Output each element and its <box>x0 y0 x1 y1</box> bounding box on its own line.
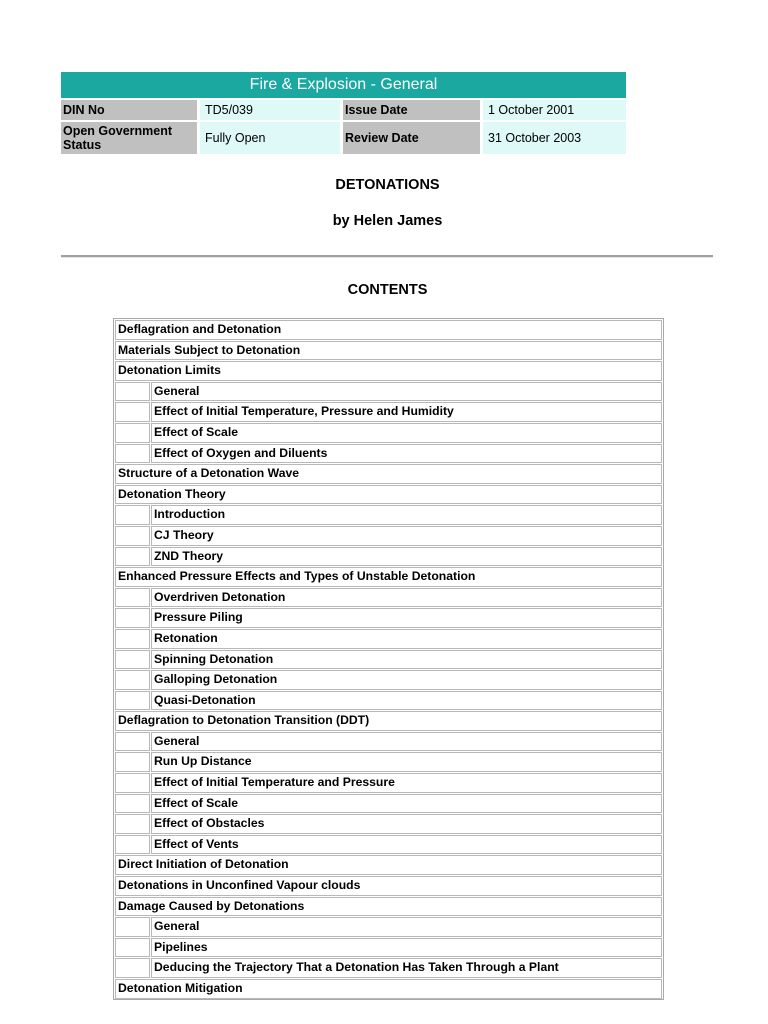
status-label: Open Government Status <box>61 122 197 154</box>
toc-row <box>115 711 662 731</box>
toc-row <box>115 691 662 711</box>
toc-indent-cell <box>115 547 150 567</box>
toc-row <box>115 341 662 361</box>
toc-indent-cell <box>115 629 150 649</box>
toc-indent-cell <box>115 732 150 752</box>
toc-indent-cell <box>115 958 150 978</box>
toc-row <box>115 650 662 670</box>
toc-row <box>115 402 662 422</box>
toc-subsection-link[interactable]: Effect of Obstacles <box>151 814 662 834</box>
toc-row <box>115 917 662 937</box>
horizontal-divider <box>61 255 713 258</box>
document-info-table <box>61 72 626 154</box>
toc-section-link[interactable]: Deflagration and Detonation <box>115 320 662 340</box>
toc-section-link[interactable]: Materials Subject to Detonation <box>115 341 662 361</box>
toc-row <box>115 361 662 381</box>
toc-indent-cell <box>115 650 150 670</box>
toc-indent-cell <box>115 608 150 628</box>
toc-row <box>115 526 662 546</box>
toc-indent-cell <box>115 794 150 814</box>
toc-subsection-link[interactable]: ZND Theory <box>151 547 662 567</box>
toc-row <box>115 629 662 649</box>
toc-row <box>115 958 662 978</box>
toc-subsection-link[interactable]: Retonation <box>151 629 662 649</box>
toc-row <box>115 485 662 505</box>
toc-subsection-link[interactable]: Run Up Distance <box>151 752 662 772</box>
toc-indent-cell <box>115 752 150 772</box>
document-title: DETONATIONS <box>335 177 440 193</box>
toc-row <box>115 505 662 525</box>
toc-subsection-link[interactable]: Overdriven Detonation <box>151 588 662 608</box>
toc-row <box>115 979 662 999</box>
toc-subsection-link[interactable]: Deducing the Trajectory That a Detonation Has Taken Through a Plant <box>151 958 662 978</box>
toc-subsection-link[interactable]: General <box>151 382 662 402</box>
toc-subsection-link[interactable]: Effect of Scale <box>151 794 662 814</box>
toc-row <box>115 670 662 690</box>
toc-row <box>115 567 662 587</box>
toc-subsection-link[interactable]: General <box>151 917 662 937</box>
toc-subsection-link[interactable]: Pipelines <box>151 938 662 958</box>
toc-row <box>115 938 662 958</box>
contents-table <box>113 318 664 1000</box>
toc-row <box>115 752 662 772</box>
issue-date-value: 1 October 2001 <box>483 100 626 120</box>
toc-row <box>115 588 662 608</box>
toc-subsection-link[interactable]: General <box>151 732 662 752</box>
toc-row <box>115 773 662 793</box>
contents-heading: CONTENTS <box>347 282 428 298</box>
toc-row <box>115 444 662 464</box>
toc-row <box>115 547 662 567</box>
toc-row <box>115 382 662 402</box>
toc-indent-cell <box>115 588 150 608</box>
toc-row <box>115 608 662 628</box>
toc-row <box>115 855 662 875</box>
toc-row <box>115 897 662 917</box>
toc-row <box>115 732 662 752</box>
toc-indent-cell <box>115 423 150 443</box>
status-value: Fully Open <box>200 122 340 154</box>
toc-section-link[interactable]: Deflagration to Detonation Transition (DDT) <box>115 711 662 731</box>
toc-subsection-link[interactable]: Effect of Initial Temperature, Pressure and Humidity <box>151 402 662 422</box>
toc-row <box>115 320 662 340</box>
toc-row <box>115 814 662 834</box>
review-date-value: 31 October 2003 <box>483 122 626 154</box>
issue-date-label: Issue Date <box>343 100 480 120</box>
toc-row <box>115 835 662 855</box>
toc-subsection-link[interactable]: Effect of Scale <box>151 423 662 443</box>
toc-indent-cell <box>115 402 150 422</box>
toc-subsection-link[interactable]: Quasi-Detonation <box>151 691 662 711</box>
toc-row <box>115 423 662 443</box>
toc-section-link[interactable]: Damage Caused by Detonations <box>115 897 662 917</box>
toc-section-link[interactable]: Direct Initiation of Detonation <box>115 855 662 875</box>
toc-subsection-link[interactable]: Effect of Oxygen and Diluents <box>151 444 662 464</box>
toc-subsection-link[interactable]: Galloping Detonation <box>151 670 662 690</box>
toc-section-link[interactable]: Detonation Mitigation <box>115 979 662 999</box>
document-author: by Helen James <box>332 213 443 229</box>
review-date-label: Review Date <box>343 122 480 154</box>
din-value: TD5/039 <box>200 100 340 120</box>
toc-indent-cell <box>115 938 150 958</box>
toc-row <box>115 876 662 896</box>
category-banner: Fire & Explosion - General <box>61 72 626 98</box>
din-label: DIN No <box>61 100 197 120</box>
toc-indent-cell <box>115 505 150 525</box>
toc-row <box>115 794 662 814</box>
toc-indent-cell <box>115 444 150 464</box>
toc-indent-cell <box>115 835 150 855</box>
toc-section-link[interactable]: Detonation Limits <box>115 361 662 381</box>
toc-section-link[interactable]: Enhanced Pressure Effects and Types of Unstable Detonation <box>115 567 662 587</box>
toc-subsection-link[interactable]: Spinning Detonation <box>151 650 662 670</box>
toc-section-link[interactable]: Detonation Theory <box>115 485 662 505</box>
toc-indent-cell <box>115 526 150 546</box>
toc-indent-cell <box>115 670 150 690</box>
toc-subsection-link[interactable]: Pressure Piling <box>151 608 662 628</box>
toc-subsection-link[interactable]: CJ Theory <box>151 526 662 546</box>
toc-indent-cell <box>115 814 150 834</box>
toc-section-link[interactable]: Structure of a Detonation Wave <box>115 464 662 484</box>
toc-subsection-link[interactable]: Effect of Vents <box>151 835 662 855</box>
toc-indent-cell <box>115 917 150 937</box>
toc-indent-cell <box>115 691 150 711</box>
toc-indent-cell <box>115 773 150 793</box>
toc-subsection-link[interactable]: Introduction <box>151 505 662 525</box>
toc-section-link[interactable]: Detonations in Unconfined Vapour clouds <box>115 876 662 896</box>
toc-subsection-link[interactable]: Effect of Initial Temperature and Pressure <box>151 773 662 793</box>
toc-indent-cell <box>115 382 150 402</box>
toc-row <box>115 464 662 484</box>
